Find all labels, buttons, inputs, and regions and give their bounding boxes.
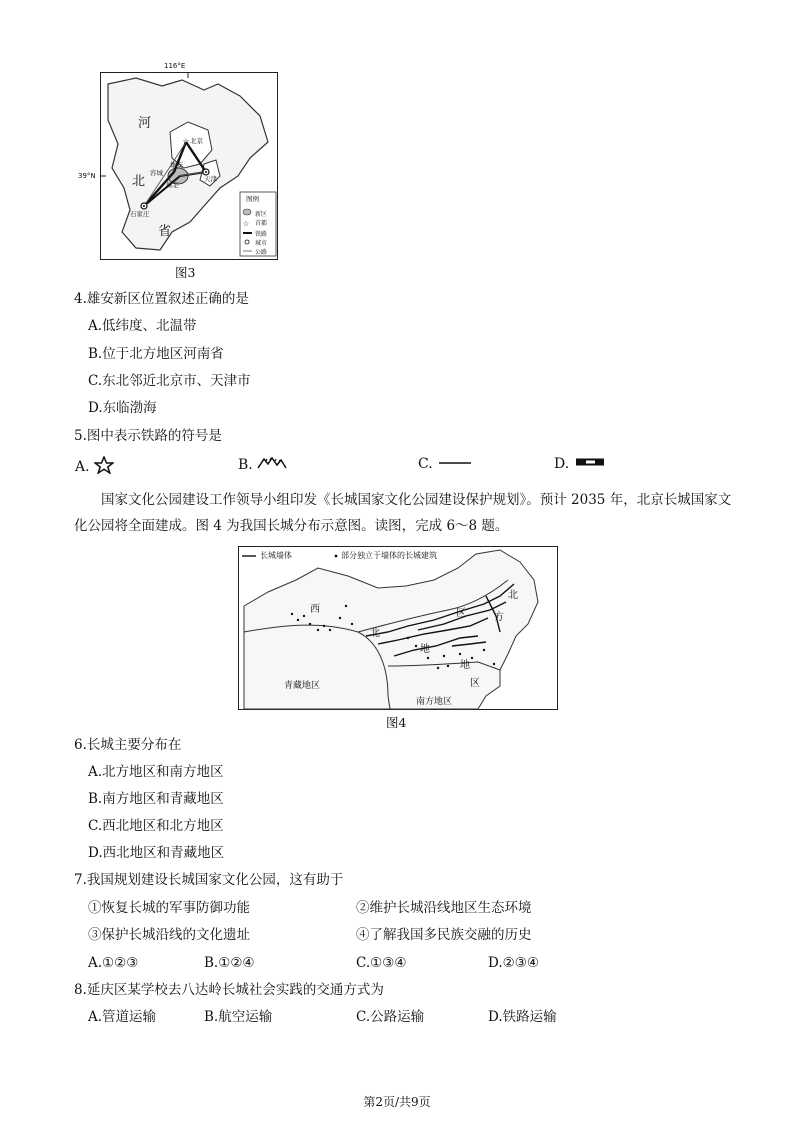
city-baoding: 保定	[166, 181, 179, 189]
city-tianjin: 天津	[204, 175, 217, 183]
q5-stem: 5.图中表示铁路的符号是	[74, 428, 222, 444]
region-char-qu2: 区	[470, 678, 480, 689]
q5-option-c-label: C.	[418, 456, 433, 472]
q7-statement-3: ③保护长城沿线的文化遗址	[88, 927, 250, 943]
longitude-label: 116°E	[164, 62, 186, 70]
legend-item-new-area: 新区	[255, 211, 268, 218]
q5-option-d-label: D.	[554, 456, 570, 472]
capital-star-icon: ☆	[182, 137, 190, 146]
region-char-di2: 地	[460, 660, 470, 671]
q5-option-a	[75, 456, 114, 475]
legend-item-city: 城市	[255, 240, 268, 247]
q7-stem: 7.我国规划建设长城国家文化公园，这有助于	[74, 872, 344, 888]
q5-option-c	[418, 456, 477, 472]
city-shijiazhuang: 石家庄	[130, 210, 150, 218]
figure-4	[238, 546, 558, 710]
page-number-footer: 第2页/共9页	[363, 1095, 431, 1109]
q6-option-b: B.南方地区和青藏地区	[88, 791, 224, 807]
q6-option-d: D.西北地区和青藏地区	[88, 845, 225, 861]
q4-option-d: D.东临渤海	[88, 400, 157, 416]
legend-item-railway: 铁路	[255, 231, 268, 238]
region-char-xi: 西	[310, 604, 320, 615]
q5-option-d	[554, 456, 608, 472]
q5-option-b	[238, 456, 287, 473]
q6-option-c: C.西北地区和北方地区	[88, 818, 224, 834]
province-char-sheng: 省	[158, 224, 172, 239]
city-xiongan: 雄安	[170, 161, 183, 169]
great-wall-symbol-icon	[257, 456, 287, 470]
q7-option-d: D.②③④	[488, 955, 539, 971]
region-nanfang: 南方地区	[416, 697, 453, 707]
region-char-bei-nw: 北	[370, 628, 380, 639]
q7-statement-1: ①恢复长城的军事防御功能	[88, 900, 250, 916]
railway-symbol-icon	[574, 456, 608, 468]
q4-option-b: B.位于北方地区河南省	[88, 346, 224, 362]
passage-text: 国家文化公园建设工作领导小组印发《长城国家文化公园建设保护规划》。预计 2035 年，北京长城国家文化公园将全面建成。图 4 为我国长城分布示意图。读图，完成 6～8 题。	[74, 492, 732, 534]
province-char-he: 河	[138, 116, 152, 131]
figure-4-legend-wall: 长城墙体	[260, 551, 292, 560]
q7-option-c: C.①③④	[356, 955, 407, 971]
q6-stem: 6.长城主要分布在	[74, 737, 182, 753]
star-outline-icon	[94, 456, 114, 474]
figure-3-caption: 图3	[175, 265, 196, 280]
figure-4-legend-building: 部分独立于墙体的长城建筑	[341, 551, 437, 560]
q7-statement-2: ②维护长城沿线地区生态环境	[356, 900, 532, 916]
q8-option-b: B.航空运输	[204, 1009, 273, 1025]
latitude-label: 39°N	[78, 172, 96, 180]
region-char-bei-n: 北	[508, 590, 518, 601]
legend-item-road: 公路	[255, 249, 268, 256]
region-char-qu: 区	[456, 608, 466, 619]
svg-text:☆: ☆	[242, 220, 250, 228]
q4-option-c: C.东北邻近北京市、天津市	[88, 373, 251, 389]
q5-option-a-label: A.	[75, 459, 90, 475]
city-rongcheng: 容城	[150, 169, 163, 177]
q4-stem: 4.雄安新区位置叙述正确的是	[74, 291, 249, 307]
figure-3-map	[100, 72, 278, 260]
q5-option-b-label: B.	[238, 457, 253, 473]
q8-option-c: C.公路运输	[356, 1009, 425, 1025]
region-qingzang: 青藏地区	[284, 681, 321, 691]
city-beijing: 北京	[190, 137, 203, 145]
q7-option-a: A.①②③	[88, 955, 139, 971]
region-char-fang: 方	[494, 612, 504, 623]
road-line-icon	[437, 457, 477, 467]
q8-option-a: A.管道运输	[88, 1009, 157, 1025]
q7-option-b: B.①②④	[204, 955, 255, 971]
q4-option-a: A.低纬度、北温带	[88, 318, 197, 334]
q8-stem: 8.延庆区某学校去八达岭长城社会实践的交通方式为	[74, 982, 384, 998]
q6-option-a: A.北方地区和南方地区	[88, 764, 224, 780]
figure-4-caption: 图4	[386, 715, 407, 730]
legend-item-capital: 首都	[255, 220, 268, 227]
q8-option-d: D.铁路运输	[488, 1009, 557, 1025]
region-char-di: 地	[420, 644, 430, 655]
province-char-bei: 北	[132, 174, 146, 189]
figure-3	[78, 62, 278, 260]
q7-statement-4: ④了解我国多民族交融的历史	[356, 927, 532, 943]
legend-title: 图例	[246, 195, 259, 203]
